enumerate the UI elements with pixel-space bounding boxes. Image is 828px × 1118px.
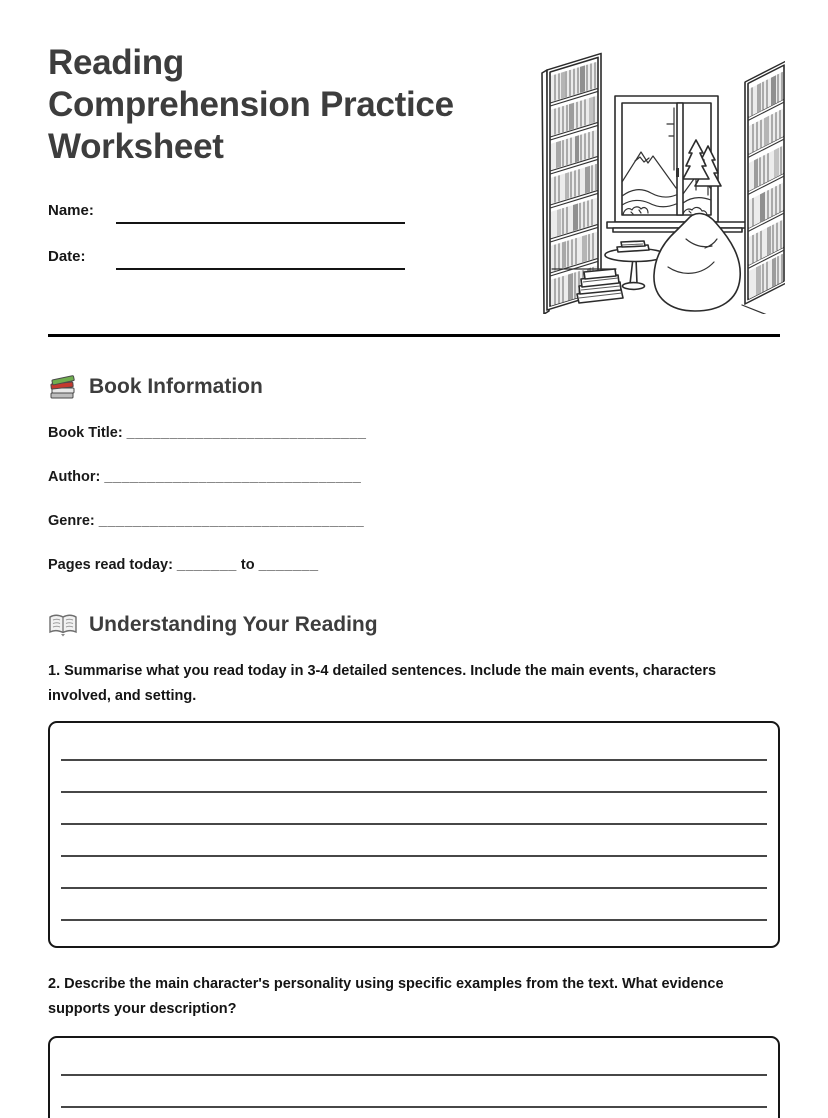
reading-nook-illustration xyxy=(537,42,785,314)
question-2-text: 2. Describe the main character's personality using specific examples from the text. What evidence supports your description? xyxy=(48,976,724,1017)
name-label: Name: xyxy=(48,202,94,219)
name-input-line[interactable] xyxy=(116,204,405,224)
title-line-1: Reading xyxy=(48,43,184,82)
writing-line[interactable] xyxy=(61,857,767,889)
book-title-field[interactable] xyxy=(48,425,780,445)
genre-blank[interactable]: _______________________________ xyxy=(98,513,365,529)
window xyxy=(607,96,748,232)
writing-line[interactable] xyxy=(61,729,767,761)
writing-line[interactable] xyxy=(61,1108,767,1118)
author-label: Author: xyxy=(48,469,101,485)
date-input-line[interactable] xyxy=(116,250,405,270)
writing-line[interactable] xyxy=(61,793,767,825)
author-field[interactable] xyxy=(48,469,780,489)
page-title xyxy=(48,42,538,168)
book-title-label: Book Title: xyxy=(48,425,123,441)
book-title-blank[interactable]: ____________________________ xyxy=(126,425,367,441)
bookshelf-right xyxy=(745,61,785,304)
pages-read-field[interactable] xyxy=(48,557,780,577)
book-information-heading xyxy=(48,373,780,401)
title-line-3: Worksheet xyxy=(48,127,224,166)
books-icon xyxy=(48,374,78,401)
pages-from-blank[interactable]: _______ xyxy=(176,557,237,573)
genre-field[interactable] xyxy=(48,513,780,533)
pages-read-label: Pages read today: xyxy=(48,557,173,573)
genre-label: Genre: xyxy=(48,513,95,529)
writing-line[interactable] xyxy=(61,825,767,857)
open-book-icon xyxy=(48,613,78,638)
author-blank[interactable]: ______________________________ xyxy=(104,469,362,485)
pages-to-label: to xyxy=(240,557,255,573)
book-information-title: Book Information xyxy=(89,375,263,398)
book-stack xyxy=(577,269,623,303)
writing-line[interactable] xyxy=(61,761,767,793)
question-1-text: 1. Summarise what you read today in 3-4 detailed sentences. Include the main events, characters involved, and setting. xyxy=(48,663,717,704)
section-divider xyxy=(48,334,780,337)
answer-box-2[interactable] xyxy=(48,1036,780,1118)
understanding-title: Understanding Your Reading xyxy=(89,613,378,636)
writing-line[interactable] xyxy=(61,1044,767,1076)
writing-line[interactable] xyxy=(61,889,767,921)
title-line-2: Comprehension Practice xyxy=(48,85,454,124)
answer-box-1[interactable] xyxy=(48,721,780,948)
pages-to-blank[interactable]: _______ xyxy=(258,557,319,573)
writing-line[interactable] xyxy=(61,1076,767,1108)
date-label: Date: xyxy=(48,248,86,265)
understanding-heading xyxy=(48,611,780,639)
floor-line-right xyxy=(742,305,785,314)
